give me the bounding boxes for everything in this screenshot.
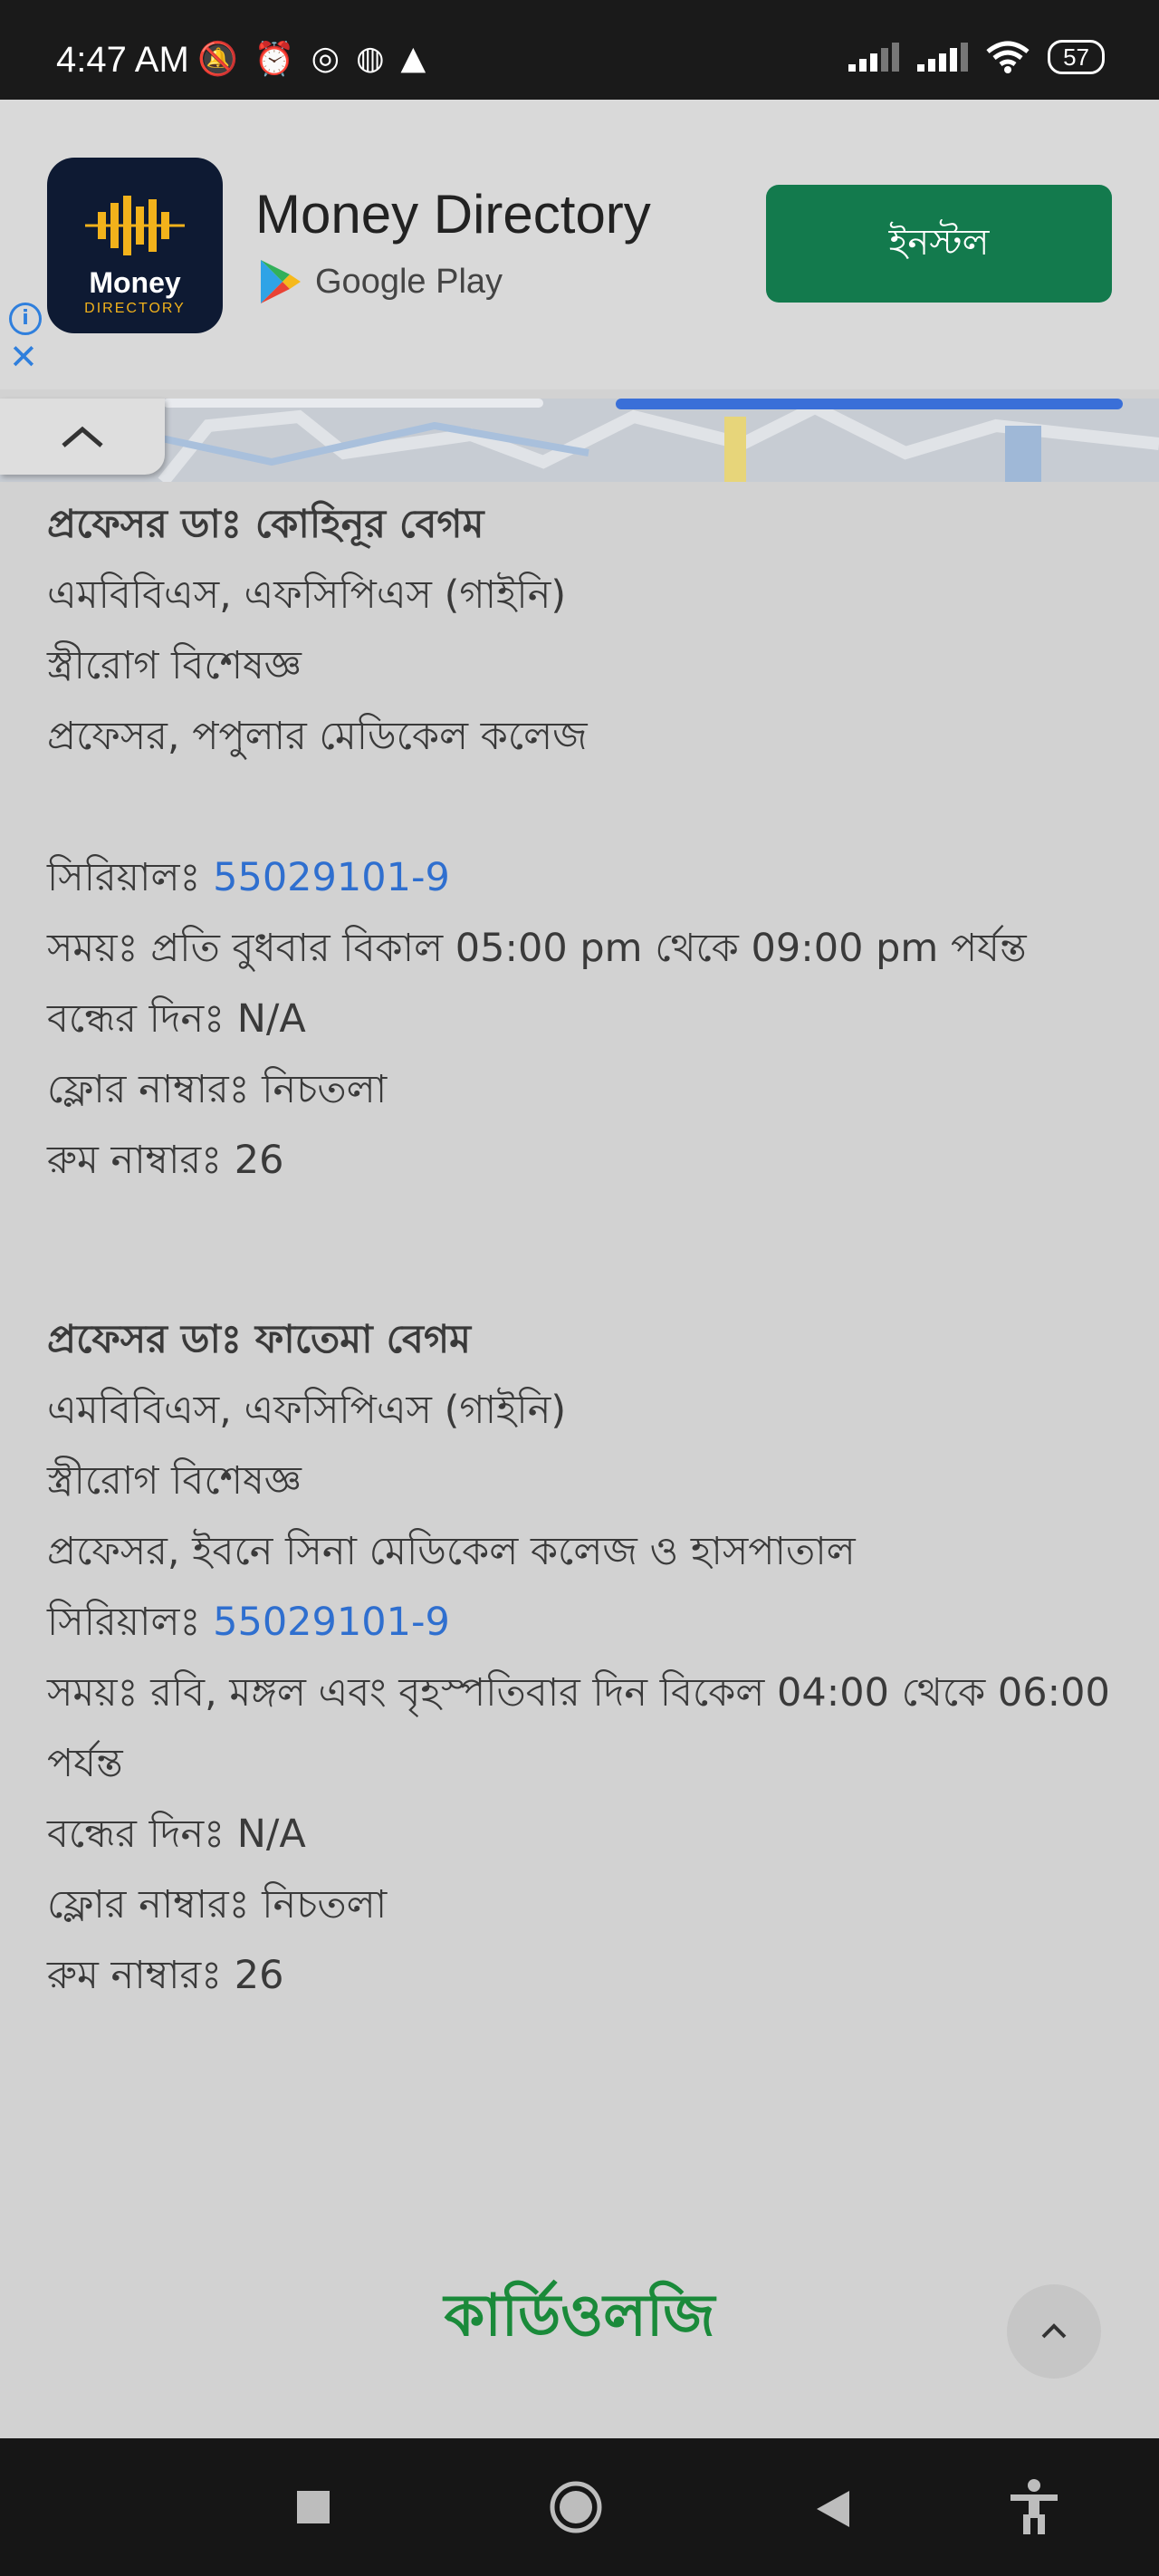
ad-title[interactable]: Money Directory xyxy=(255,184,651,245)
doctor-specialty: স্ত্রীরোগ বিশেষজ্ঞ xyxy=(47,1458,302,1504)
alarm-icon: ⏰ xyxy=(254,41,295,78)
doctor-position: প্রফেসর, পপুলার মেডিকেল কলেজ xyxy=(47,714,588,759)
notification-icons xyxy=(197,40,426,78)
accessibility-icon[interactable] xyxy=(1007,2478,1061,2536)
doctor-list xyxy=(47,489,1116,2011)
warning-icon: ▲ xyxy=(400,40,426,77)
whatsapp-icon: ◎ xyxy=(311,40,340,77)
chevron-up-icon xyxy=(1038,2321,1070,2342)
app-icon[interactable] xyxy=(47,158,223,333)
doctor-name: প্রফেসর ডাঃ কোহিনূর বেগম xyxy=(47,502,484,547)
doctor-card xyxy=(47,489,1116,1196)
doctor-room: রুম নাম্বারঃ 26 xyxy=(47,1138,284,1183)
wifi-icon xyxy=(986,41,1030,73)
scroll-to-top-button[interactable] xyxy=(1007,2284,1101,2379)
app-icon-text: Money xyxy=(89,266,181,299)
map-image xyxy=(0,399,1159,482)
serial-label: সিরিয়ালঃ xyxy=(47,1600,214,1645)
google-play-icon xyxy=(259,258,302,305)
install-button[interactable]: ইনস্টল xyxy=(766,185,1112,303)
serial-phone-link[interactable]: 55029101-9 xyxy=(213,855,450,900)
muted-notification-icon: 🔕 xyxy=(197,41,238,78)
section-heading: কার্ডিওলজি xyxy=(444,2283,715,2350)
ad-banner[interactable] xyxy=(0,100,1159,389)
soundwave-logo-icon xyxy=(85,194,185,257)
app-icon-subtext: DIRECTORY xyxy=(84,301,186,316)
doctor-name: প্রফেসর ডাঃ ফাতেমা বেগম xyxy=(47,1317,472,1362)
chrome-icon: ◍ xyxy=(356,40,385,77)
doctor-degree: এমবিবিএস, এফসিপিএস (গাইনি) xyxy=(47,1388,567,1433)
doctor-time: সময়ঃ রবি, মঙ্গল এবং বৃহস্পতিবার দিন বিকেল 04:00 থেকে 06:00 পর্যন্ত xyxy=(47,1670,1110,1786)
serial-row xyxy=(47,1587,1116,1658)
doctor-floor: ফ্লোর নাম্বারঃ নিচতলা xyxy=(47,1067,388,1112)
doctor-time: সময়ঃ প্রতি বুধবার বিকাল 05:00 pm থেকে 09:00 pm পর্যন্ত xyxy=(47,926,1027,971)
doctor-room: রুম নাম্বারঃ 26 xyxy=(47,1953,284,1998)
serial-phone-link[interactable]: 55029101-9 xyxy=(213,1600,450,1645)
doctor-specialty: স্ত্রীরোগ বিশেষজ্ঞ xyxy=(47,643,302,688)
doctor-card xyxy=(47,1304,1116,2011)
store-name: Google Play xyxy=(315,262,503,301)
doctor-degree: এমবিবিএস, এফসিপিএস (গাইনি) xyxy=(47,572,567,618)
doctor-floor: ফ্লোর নাম্বারঃ নিচতলা xyxy=(47,1882,388,1927)
serial-label: সিরিয়ালঃ xyxy=(47,855,214,900)
status-time: 4:47 AM xyxy=(56,40,189,80)
home-icon[interactable] xyxy=(549,2480,603,2534)
doctor-off-day: বন্ধের দিনঃ N/A xyxy=(47,996,306,1042)
recent-apps-icon[interactable] xyxy=(295,2489,331,2525)
status-bar xyxy=(0,0,1159,100)
serial-row xyxy=(47,842,1116,913)
signal-icon xyxy=(917,43,968,72)
system-icons xyxy=(848,40,1105,74)
google-play-label xyxy=(259,258,503,305)
battery-icon: 57 xyxy=(1048,40,1105,74)
doctor-off-day: বন্ধের দিনঃ N/A xyxy=(47,1812,306,1857)
ad-close-icon[interactable]: ✕ xyxy=(9,337,38,377)
collapse-ad-button[interactable] xyxy=(0,399,165,475)
signal-icon xyxy=(848,43,899,72)
doctor-position: প্রফেসর, ইবনে সিনা মেডিকেল কলেজ ও হাসপাতাল xyxy=(47,1529,856,1574)
system-nav-bar xyxy=(0,2438,1159,2576)
back-icon[interactable] xyxy=(815,2489,851,2529)
ad-info-icon[interactable]: i xyxy=(9,303,42,335)
chevron-up-icon xyxy=(0,399,165,475)
